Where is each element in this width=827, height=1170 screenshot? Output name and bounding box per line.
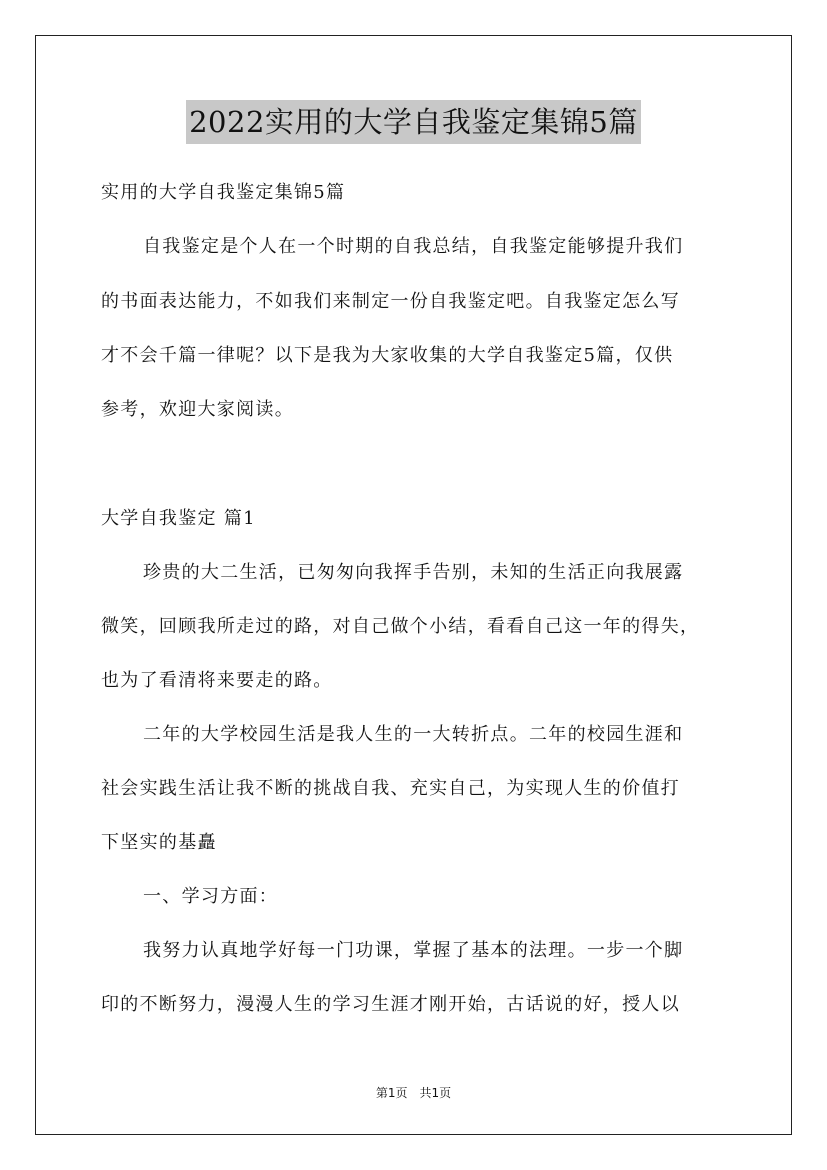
para3-line-2: 印的不断努力，漫漫人生的学习生涯才刚开始，古话说的好，授人以 bbox=[101, 994, 680, 1015]
para3-line-1: 我努力认真地学好每一门功课，掌握了基本的法理。一步一个脚 bbox=[143, 940, 684, 961]
document-subtitle: 实用的大学自我鉴定集锦5篇 bbox=[101, 182, 346, 203]
subheading: 一、学习方面： bbox=[143, 886, 279, 907]
intro-line-3: 才不会千篇一律呢？以下是我为大家收集的大学自我鉴定5篇，仅供 bbox=[101, 345, 674, 366]
para1-line-2: 微笑，回顾我所走过的路，对自己做个小结，看看自己这一年的得失， bbox=[101, 616, 700, 637]
para2-line-3: 下坚实的基矗 bbox=[101, 832, 217, 853]
title-wrap bbox=[0, 100, 827, 144]
intro-line-1: 自我鉴定是个人在一个时期的自我总结，自我鉴定能够提升我们 bbox=[143, 236, 684, 257]
para1-line-1: 珍贵的大二生活，已匆匆向我挥手告别，未知的生活正向我展露 bbox=[143, 562, 684, 583]
para2-line-1: 二年的大学校园生活是我人生的一大转折点。二年的校园生涯和 bbox=[143, 724, 684, 745]
intro-line-2: 的书面表达能力，不如我们来制定一份自我鉴定吧。自我鉴定怎么写 bbox=[101, 291, 680, 312]
intro-line-4: 参考，欢迎大家阅读。 bbox=[101, 399, 294, 420]
section-heading: 大学自我鉴定 篇1 bbox=[101, 508, 256, 529]
document-title: 2022实用的大学自我鉴定集锦5篇 bbox=[186, 100, 641, 144]
para1-line-3: 也为了看清将来要走的路。 bbox=[101, 670, 333, 691]
page-footer: 第1页 共1页 bbox=[375, 1086, 452, 1100]
para2-line-2: 社会实践生活让我不断的挑战自我、充实自己，为实现人生的价值打 bbox=[101, 778, 680, 799]
